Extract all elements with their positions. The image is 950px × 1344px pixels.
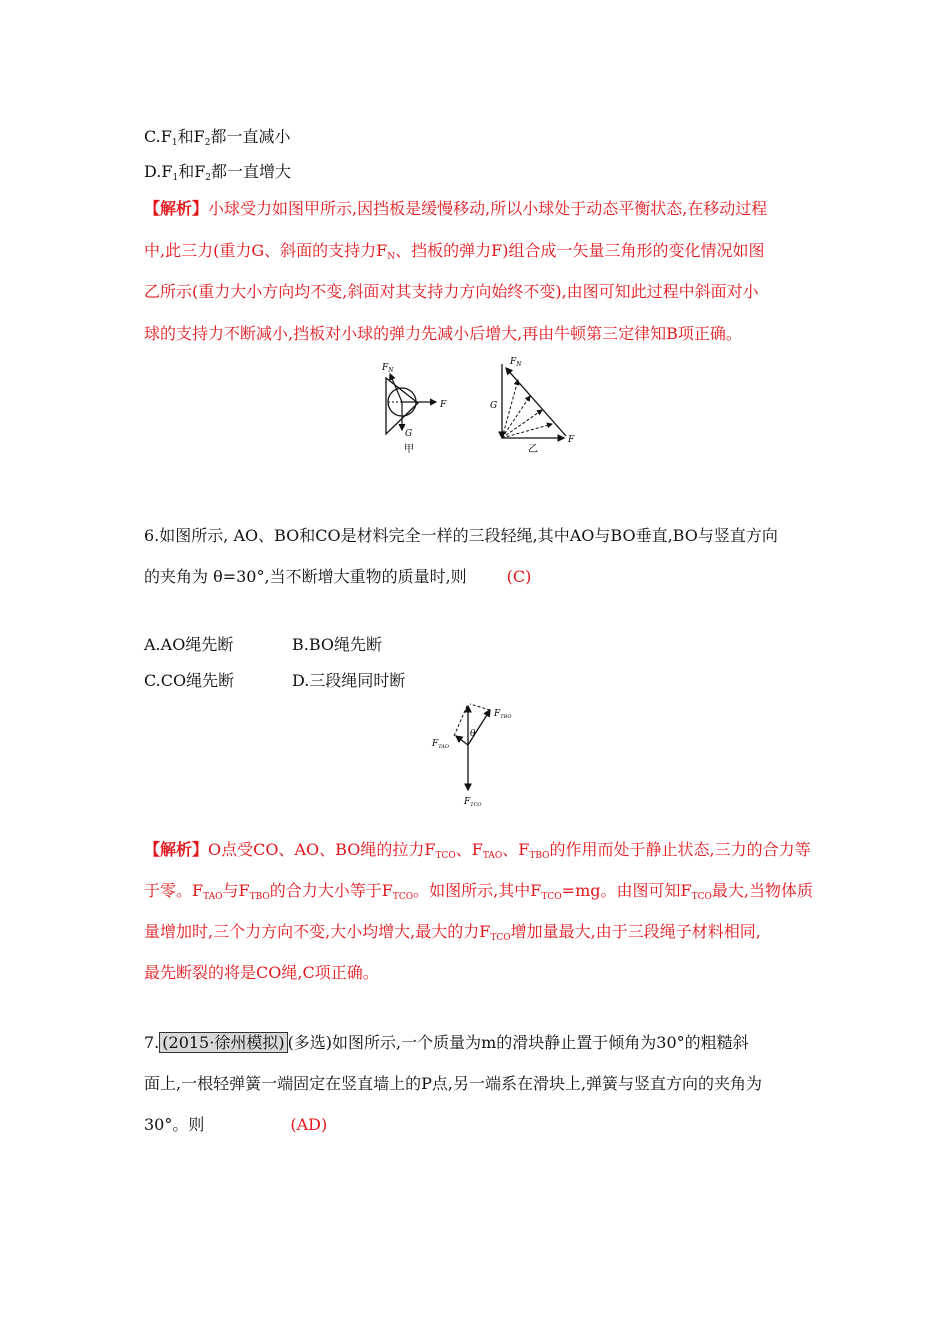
svg-text:FTBO: $F_{TBO}$ [494, 709, 512, 720]
figure-yi [488, 352, 588, 462]
q6-answer: (C) [506, 567, 532, 586]
analysis-line: 球的支持力不断减小,挡板对小球的弹力先减小后增大,再由牛顿第三定律知B项正确。 [144, 324, 742, 343]
analysis-line: 最先断裂的将是CO绳,C项正确。 [144, 963, 379, 982]
svg-text:FTAO: $F_{TAO}$ [432, 739, 450, 750]
q7-stem-line2: 面上,一根轻弹簧一端固定在竖直墙上的P点,另一端系在滑块上,弹簧与竖直方向的夹角为 [144, 1074, 763, 1093]
q7-stem-line1: 7. (2015·徐州模拟) (多选)如图所示,一个质量为m的滑块静止置于倾角为30°的粗糙斜 [144, 1033, 749, 1052]
svg-text:G: G [405, 429, 413, 439]
figure-jia [372, 358, 462, 458]
svg-text:G: G [490, 401, 498, 411]
analysis-line: 中,此三力(重力G、斜面的支持力$F_N$、挡板的弹力F)组合成一矢量三角形的变化情况如图 [144, 241, 765, 262]
option-d: D.三段绳同时断 [292, 671, 406, 690]
q7-answer: (AD) [290, 1115, 328, 1134]
analysis-tag: 【解析】 [144, 199, 209, 218]
option-c: C.CO绳先断 [144, 671, 235, 690]
svg-text:乙: 乙 [528, 444, 538, 455]
analysis-line: 乙所示(重力大小方向均不变,斜面对其支持力方向始终不变),由图可知此过程中斜面对小 [144, 282, 759, 301]
analysis-line: 于零。$F_{TAO}$与$F_{TBO}$的合力大小等于$F_{TCO}$。如图所示,其中$F_{TCO}=mg$。由图可知$F_{TCO}$最大,当物体质 [144, 881, 813, 902]
source-tag: (2015·徐州模拟) [159, 1032, 287, 1053]
svg-text:FN: $F_N$ [510, 357, 522, 368]
analysis-line: 量增加时,三个力方向不变,大小均增大,最大的力$F_{TCO}$增加量最大,由于三段绳子材料相同, [144, 922, 761, 943]
svg-text:F: F [440, 400, 447, 410]
option-a: A.AO绳先断 [144, 635, 234, 654]
q6-options-row1 [144, 634, 382, 656]
svg-text:θ: θ [470, 729, 476, 739]
q6-stem-line1: 6.如图所示, AO、BO和CO是材料完全一样的三段轻绳,其中AO与BO垂直,BO与竖直方向 [144, 526, 778, 545]
svg-text:FTCO: $F_{TCO}$ [464, 797, 482, 808]
svg-text:FN: $F_N$ [382, 363, 394, 374]
analysis-line: 【解析】小球受力如图甲所示,因挡板是缓慢移动,所以小球处于动态平衡状态,在移动过程 [144, 199, 768, 218]
option-d: $D.F_1$和$F_2$都一直增大 [144, 162, 292, 183]
option-c: $C.F_1$和$F_2$都一直减小 [144, 127, 291, 148]
q6-options-row2 [144, 670, 405, 692]
q6-stem-line2: 的夹角为 θ=30°,当不断增大重物的质量时,则 (C) [144, 567, 532, 586]
figure-force-diagram [428, 700, 538, 810]
q7-stem-line3: 30°。则 (AD) [144, 1115, 328, 1134]
analysis-line: 【解析】O点受CO、AO、BO绳的拉力$F_{TCO}$、$F_{TAO}$、$F_{TBO}$的作用而处于静止状态,三力的合力等 [144, 840, 811, 861]
analysis-tag: 【解析】 [144, 840, 209, 859]
svg-text:甲: 甲 [404, 444, 414, 455]
svg-text:F: F [568, 435, 575, 445]
option-b: B.BO绳先断 [292, 635, 383, 654]
